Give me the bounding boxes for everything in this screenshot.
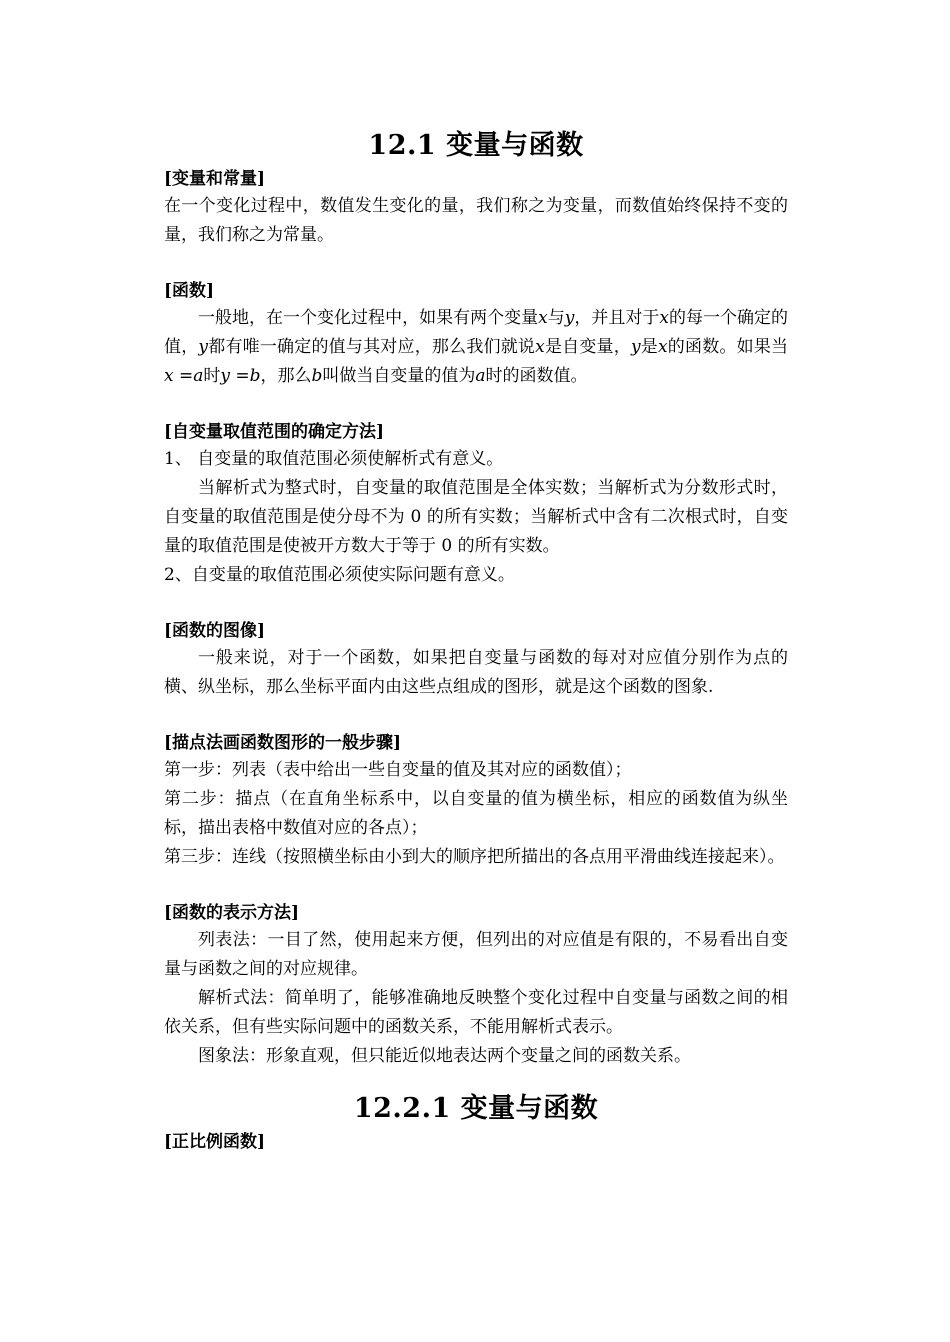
heading-function: [函数] [164, 281, 215, 301]
heading-function-graph: [函数的图像] [164, 621, 266, 641]
heading-plotting-steps: [描点法画函数图形的一般步骤] [164, 733, 402, 753]
heading-domain-method: [自变量取值范围的确定方法] [164, 422, 385, 442]
paragraph-function-definition: 一般地，在一个变化过程中，如果有两个变量x与y，并且对于x的每一个确定的值，y都有唯一确定的值与其对应，那么我们就说x是自变量，y是x的函数。如果当x =a时y =b，那么b叫做当自变量的值为a时的函数值。 [164, 308, 789, 386]
heading-variables-constants: [变量和常量] [164, 169, 266, 189]
list-item-step-3: 第三步：连线（按照横坐标由小到大的顺序把所描出的各点用平滑曲线连接起来）。 [164, 847, 785, 867]
list-item-domain-rule-2: 2、自变量的取值范围必须使实际问题有意义。 [164, 565, 515, 585]
list-item-step-1: 第一步：列表（表中给出一些自变量的值及其对应的函数值）； [164, 760, 632, 780]
paragraph-domain-rule-1-detail: 当解析式为整式时，自变量的取值范围是全体实数；当解析式为分数形式时，自变量的取值范围是使分母不为 0 的所有实数；当解析式中含有二次根式时，自变量的取值范围是使被开方数大于等于 0 的所有实数。 [164, 478, 788, 556]
heading-representation-methods: [函数的表示方法] [164, 903, 300, 923]
section-title-12-2-1: 12.2.1 变量与函数 [353, 1093, 599, 1124]
paragraph-function-graph: 一般来说，对于一个函数，如果把自变量与函数的每对对应值分别作为点的横、纵坐标，那么坐标平面内由这些点组成的图形，就是这个函数的图象. [164, 648, 788, 697]
paragraph-table-method: 列表法：一目了然，使用起来方便，但列出的对应值是有限的，不易看出自变量与函数之间的对应规律。 [164, 930, 788, 979]
document-page [164, 126, 788, 1155]
list-item-step-2: 第二步：描点（在直角坐标系中，以自变量的值为横坐标，相应的函数值为纵坐标，描出表格中数值对应的各点）； [164, 789, 788, 838]
list-item-domain-rule-1: 1、 自变量的取值范围必须使解析式有意义。 [164, 449, 504, 469]
heading-direct-proportion: [正比例函数] [164, 1132, 266, 1152]
paragraph-graph-method: 图象法：形象直观，但只能近似地表达两个变量之间的函数关系。 [198, 1046, 691, 1066]
section-title-12-1: 12.1 变量与函数 [368, 130, 584, 161]
paragraph-variables-constants: 在一个变化过程中，数值发生变化的量，我们称之为变量，而数值始终保持不变的量，我们称之为常量。 [164, 196, 788, 245]
paragraph-formula-method: 解析式法：简单明了，能够准确地反映整个变化过程中自变量与函数之间的相依关系，但有些实际问题中的函数关系，不能用解析式表示。 [164, 988, 788, 1037]
